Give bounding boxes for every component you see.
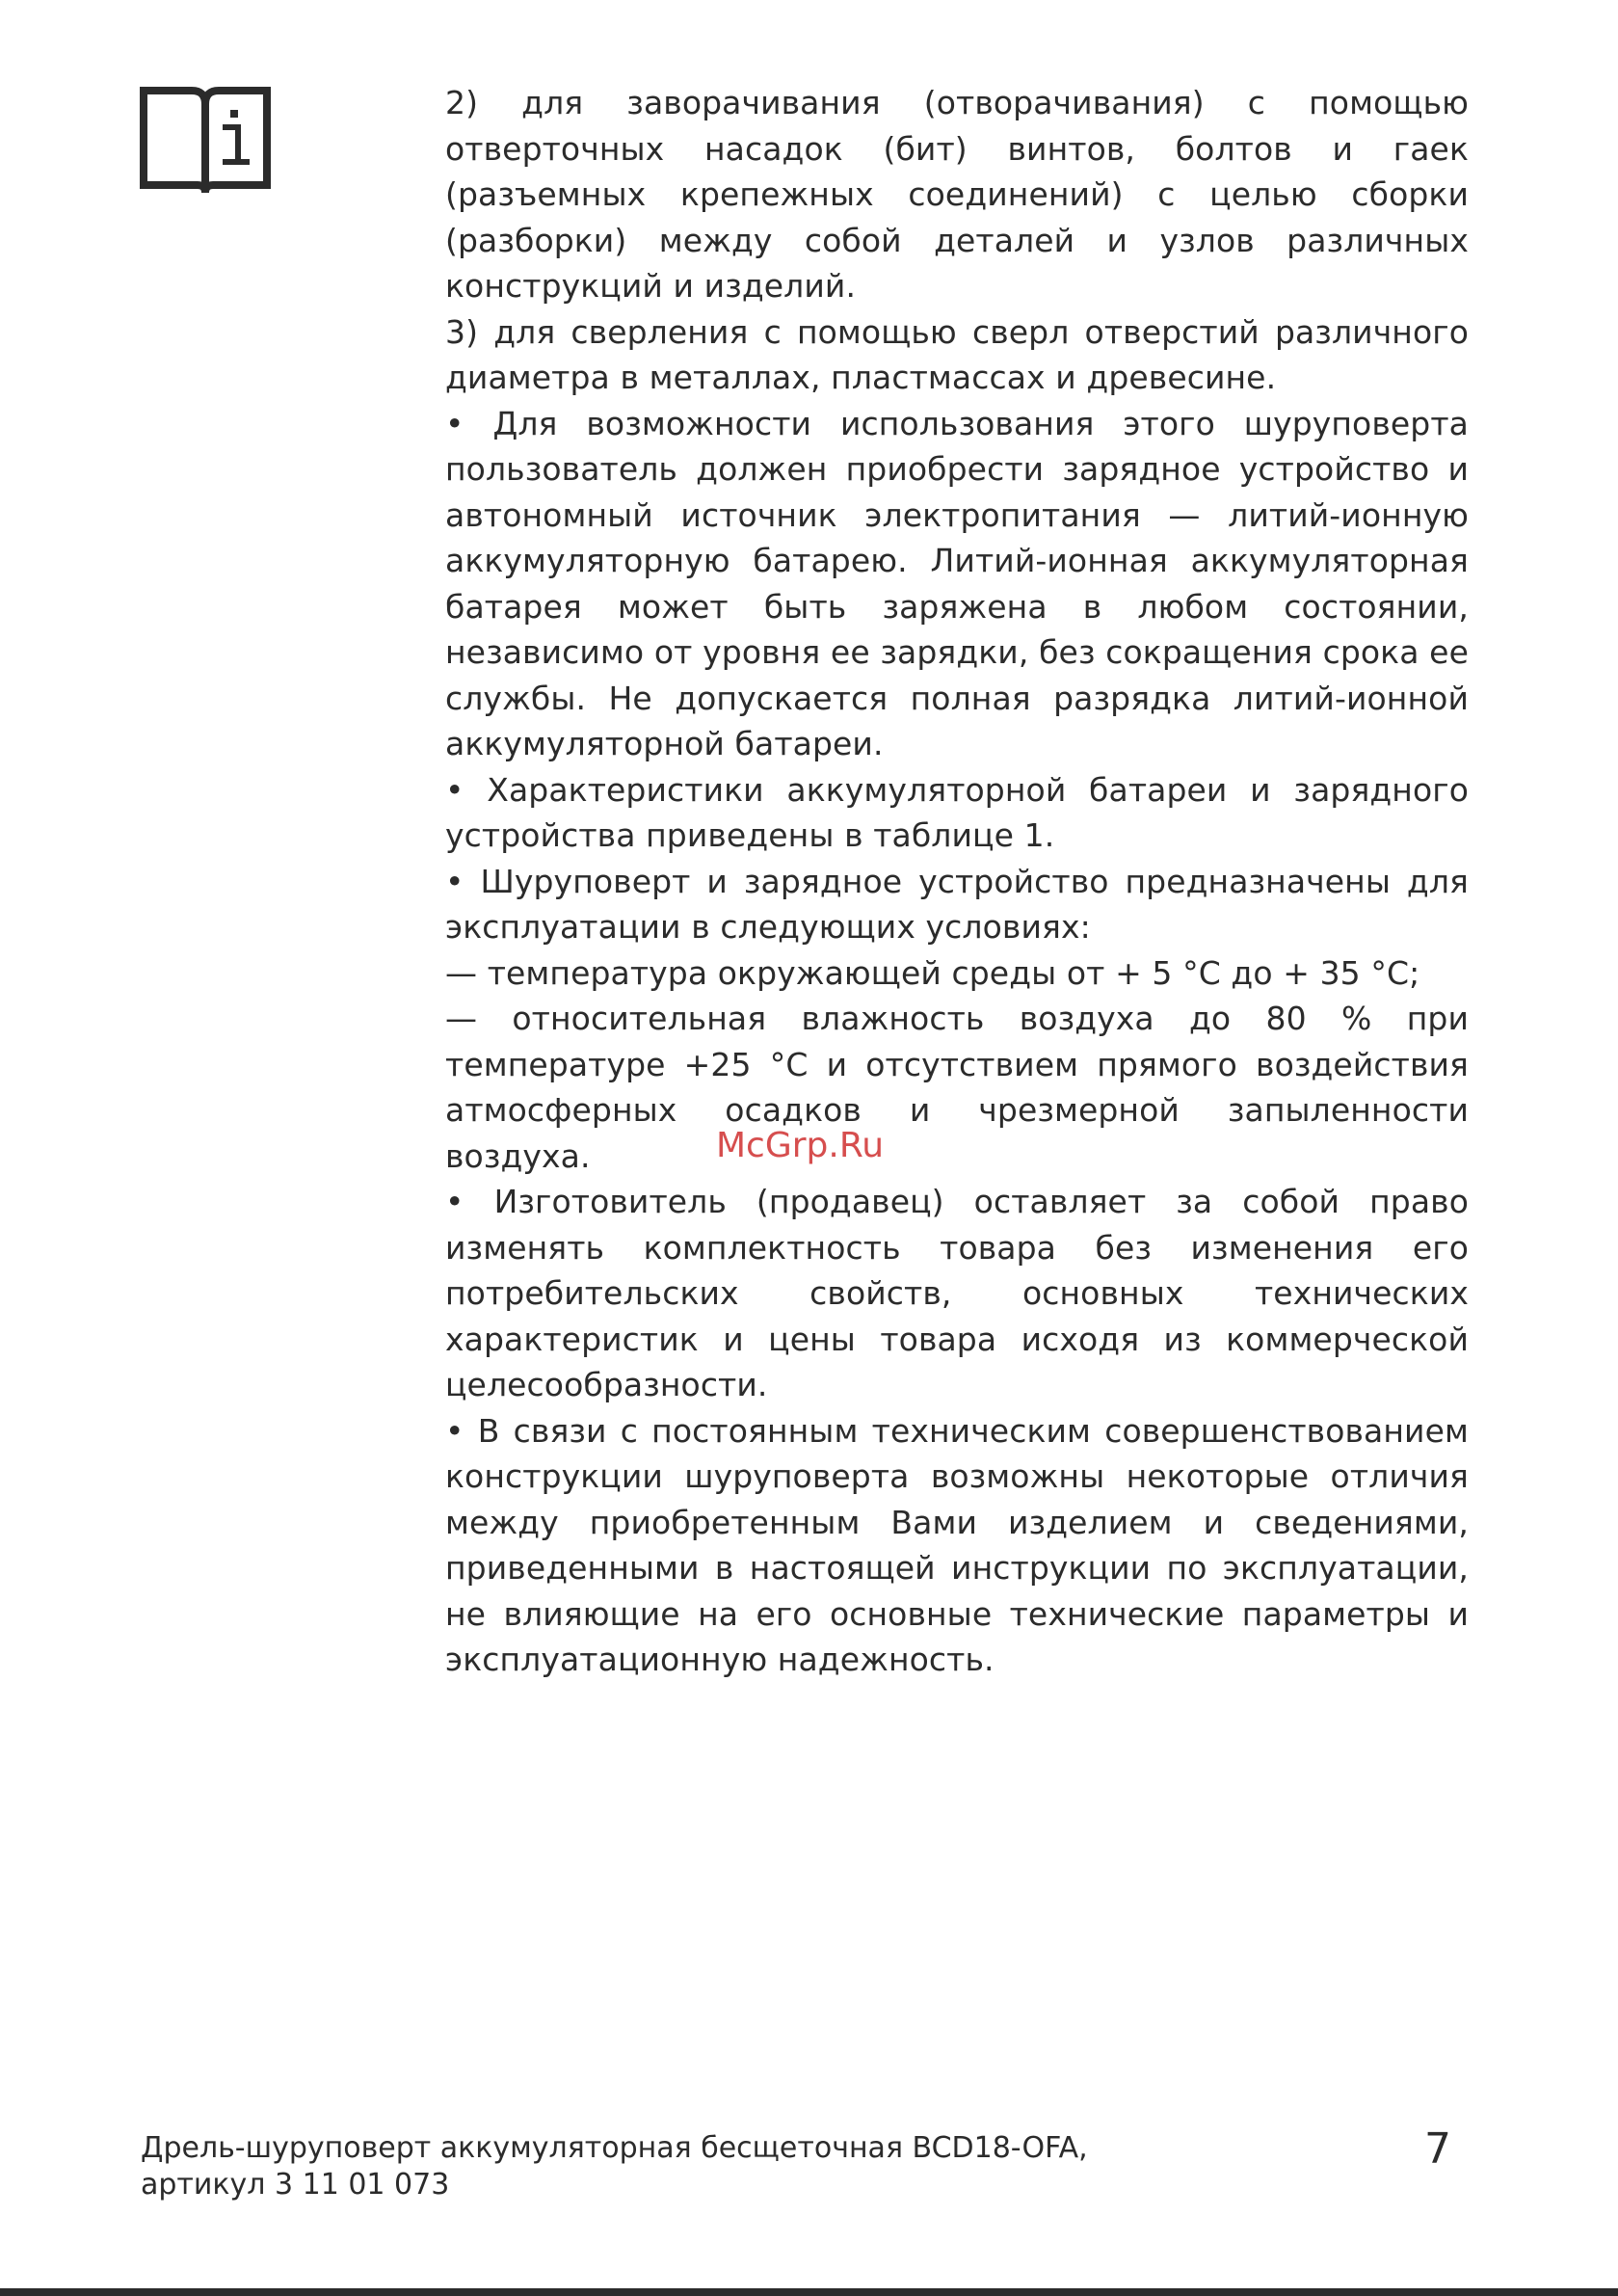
- paragraph: • Для возможности использования этого шуруповерта пользователь должен приобрести зарядное устройство и автономный источник электропитания — литий-ионную аккумуляторную батарею. Литий-ионная аккумуляторная батарея может быть заряжена в любом состоянии, независимо от уровня ее зарядки, без сокращения срока ее службы. Не допускается полная разрядка литий-ионной аккумуляторной батареи.: [445, 404, 1469, 762]
- footer-line-1: Дрель-шуруповерт аккумуляторная бесщеточная BCD18-OFA,: [141, 2131, 1088, 2165]
- paragraph: • Шуруповерт и зарядное устройство предназначены для эксплуатации в следующих условиях:: [445, 862, 1469, 946]
- paragraph: • Характеристики аккумуляторной батареи и зарядного устройства приведены в таблице 1.: [445, 770, 1469, 854]
- paragraph: 2) для заворачивания (отворачивания) с помощью отверточных насадок (бит) винтов, болтов и гаек (разъемных крепежных соединений) с целью сборки (разборки) между собой деталей и узлов различных конструкций и изделий.: [445, 84, 1469, 305]
- book-info-icon: [138, 85, 273, 197]
- bottom-rule: [0, 2288, 1618, 2296]
- body-text: [445, 80, 1469, 1683]
- watermark: McGrp.Ru: [716, 1126, 885, 1165]
- paragraph: • В связи с постоянным техническим совершенствованием конструкции шуруповерта возможны некоторые отличия между приобретенным Вами изделием и сведениями, приведенными в настоящей инструкции по эксплуатации, не влияющие на его основные технические параметры и эксплуатационную надежность.: [445, 1411, 1469, 1678]
- paragraph: — температура окружающей среды от + 5 °С до + 35 °С;: [445, 953, 1420, 992]
- paragraph: • Изготовитель (продавец) оставляет за собой право изменять комплектность товара без изменения его потребительских свойств, основных технических характеристик и цены товара исходя из коммерческой целесообразности.: [445, 1183, 1469, 1403]
- footer-title: [141, 2130, 1088, 2203]
- paragraph: — относительная влажность воздуха до 80 % при температуре +25 °С и отсутствием прямого воздействия атмосферных осадков и чрезмерной запыленности воздуха.: [445, 1000, 1469, 1175]
- footer-line-2: артикул 3 11 01 073: [141, 2168, 450, 2202]
- page-number: 7: [1424, 2124, 1451, 2174]
- paragraph: 3) для сверления с помощью сверл отверстий различного диаметра в металлах, пластмассах и древесине.: [445, 312, 1469, 396]
